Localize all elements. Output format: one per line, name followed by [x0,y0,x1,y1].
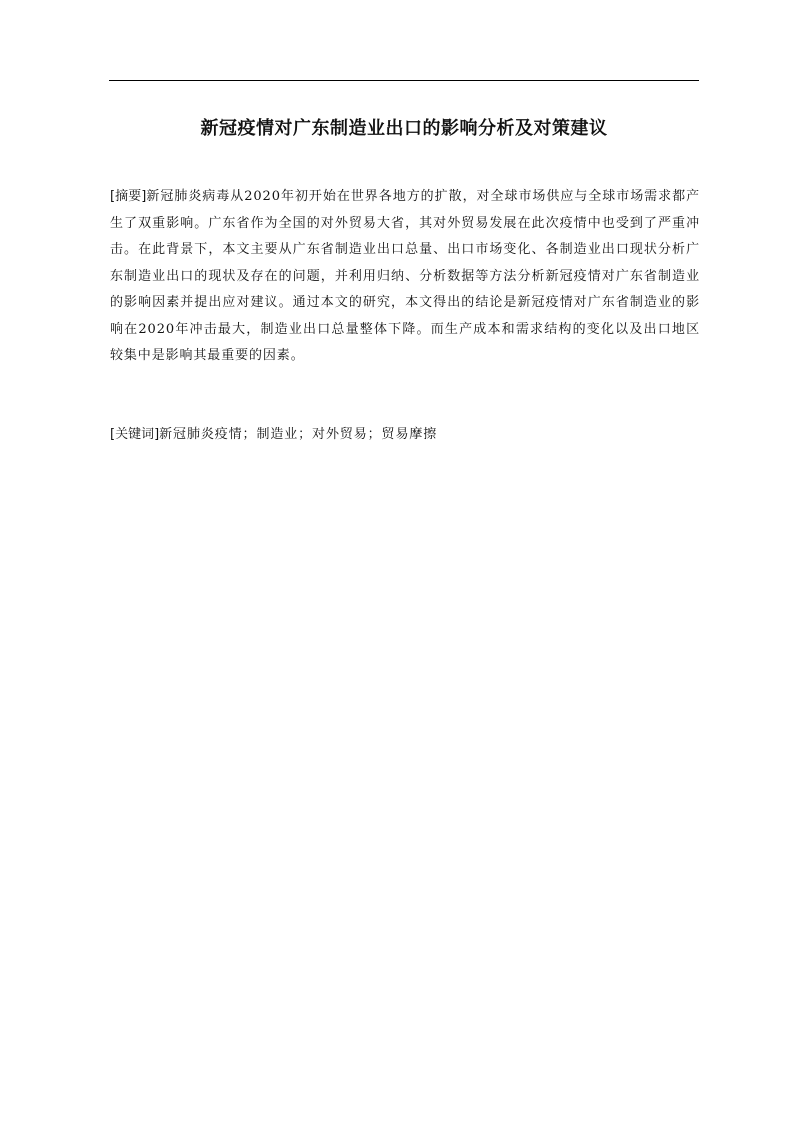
keywords-text: 新冠肺炎疫情；制造业；对外贸易；贸易摩擦 [159,427,438,442]
abstract-text: 新冠肺炎病毒从2020年初开始在世界各地方的扩散，对全球市场供应与全球市场需求都产生了双重影响。广东省作为全国的对外贸易大省，其对外贸易发展在此次疫情中也受到了严重冲击。在此背景下，本文主要从广东省制造业出口总量、出口市场变化、各制造业出口现状分析广东制造业出口的现状及存在的问题，并利用归纳、分析数据等方法分析新冠疫情对广东省制造业的影响因素并提出应对建议。通过本文的研究，本文得出的结论是新冠疫情对广东省制造业的影响在2020年冲击最大，制造业出口总量整体下降。而生产成本和需求结构的变化以及出口地区较集中是影响其最重要的因素。 [110,189,700,363]
abstract-label: [摘要] [110,189,147,204]
keywords-line [110,422,700,448]
document-title: 新冠疫情对广东制造业出口的影响分析及对策建议 [200,118,608,139]
abstract-paragraph [110,184,700,370]
keywords-label: [关键词] [110,427,160,442]
header-rule [109,80,699,81]
